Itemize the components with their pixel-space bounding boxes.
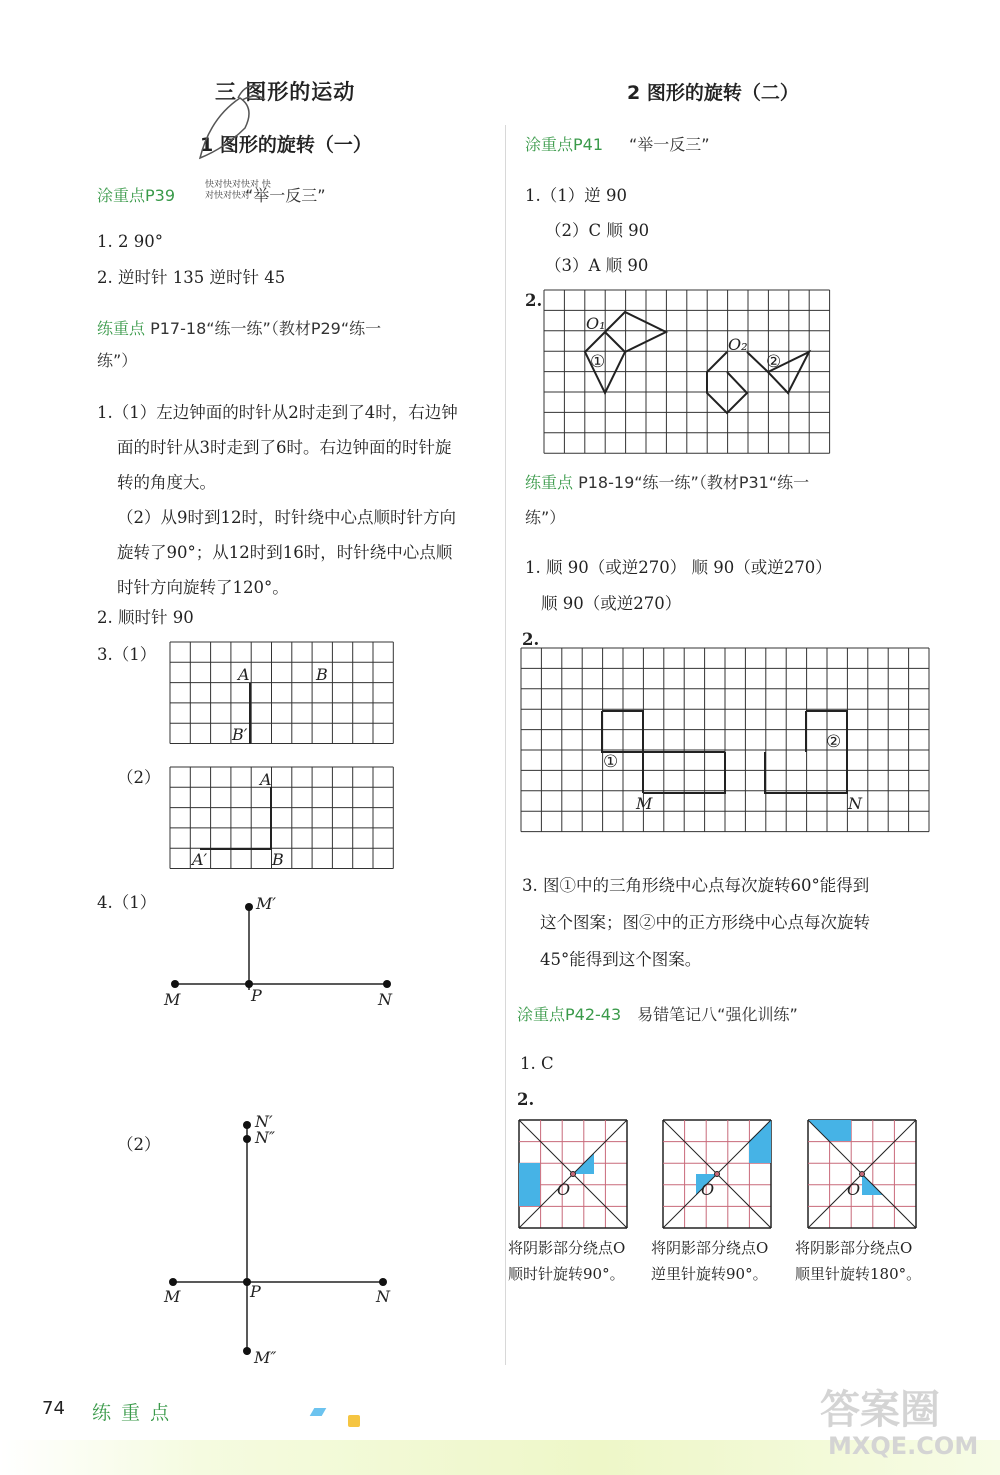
grid2-label-1: ①	[603, 752, 619, 772]
q3-g2-label-b: B	[272, 850, 284, 869]
right-s1-answer-3: （3）A 顺 90	[545, 256, 649, 275]
q1-line-3: 转的角度大。	[117, 473, 216, 492]
q3-g2-label-a: A	[260, 770, 272, 789]
q3-label: 3.（1）	[97, 645, 157, 664]
right-s2-q2: 2.	[522, 630, 540, 649]
q4-label-p: P	[251, 986, 262, 1005]
watermark-logo: 答案圈	[820, 1387, 940, 1433]
column-divider	[505, 125, 506, 1365]
left-s2-header-cont: 练”）	[97, 351, 138, 370]
q4-sub2-label: （2）	[117, 1135, 161, 1154]
sq1-label-o: O	[557, 1180, 571, 1199]
carrot-doodle	[190, 78, 270, 168]
q1-line-1: 1.（1）左边钟面的时针从2时走到了4时，右边钟	[97, 403, 458, 422]
q4-label-n-prime: N′	[255, 1112, 273, 1131]
q1-line-5: 旋转了90°；从12时到16时，时针绕中心点顺	[117, 543, 453, 562]
q3-g1-label-a: A	[238, 665, 250, 684]
rotation-grid-2	[521, 648, 929, 838]
right-s3-header: 涂重点P42-43 易错笔记八“强化训练”	[517, 1005, 798, 1024]
q4-label: 4.（1）	[97, 893, 157, 912]
grid2-label-m: M	[636, 794, 653, 813]
footer-blue-mark	[310, 1408, 327, 1416]
right-section-title: 2 图形的旋转（二）	[627, 82, 799, 104]
caption-3: 将阴影部分绕点O 顺里针旋转180°。	[795, 1239, 922, 1283]
left-s2-header: 练重点 P17-18“练一练”（教材P29“练一	[97, 319, 382, 338]
right-s2-header-cont: 练”）	[525, 508, 566, 527]
q2-answer: 2. 顺时针 90	[97, 608, 194, 627]
right-s1-answer-1: 1.（1）逆 90	[525, 186, 627, 205]
right-s2-answer-1: 1. 顺 90（或逆270） 顺 90（或逆270）	[525, 558, 832, 577]
q4-label-m-double-prime: M″	[254, 1348, 277, 1367]
q4-label-m: M	[164, 990, 181, 1009]
right-s2-q3-line-2: 这个图案；图②中的正方形绕中心点每次旋转	[540, 913, 870, 932]
q3-g1-label-b-prime: B′	[232, 725, 248, 744]
grid2-label-n: N	[848, 794, 862, 813]
q4-label-n-2: N	[376, 1287, 390, 1306]
q4-label-m-2: M	[164, 1287, 181, 1306]
square-figure-3	[808, 1120, 916, 1228]
q3-grid-1	[170, 642, 392, 744]
q4-label-n: N	[378, 990, 392, 1009]
q1-line-2: 面的时针从3时走到了6时。右边钟面的时针旋	[117, 438, 452, 457]
right-s3-q2: 2.	[517, 1090, 535, 1109]
caption-1: 将阴影部分绕点O 顺时针旋转90°。	[508, 1239, 626, 1283]
grid2-label-2: ②	[826, 732, 842, 752]
left-s1-answer-2: 2. 逆时针 135 逆时针 45	[97, 268, 286, 287]
q3-sub2-label: （2）	[117, 768, 161, 787]
footer-brand: 练 重 点	[92, 1402, 172, 1424]
q4-label-m-prime: M′	[256, 894, 277, 913]
caption-2: 将阴影部分绕点O 逆里针旋转90°。	[651, 1239, 769, 1283]
right-s1-q2: 2.	[525, 291, 543, 310]
q3-g2-label-a-prime: A′	[192, 850, 208, 869]
right-s3-answer-1: 1. C	[520, 1054, 554, 1073]
left-s1-header: 涂重点P39 “举一反三”	[97, 186, 326, 205]
q1-line-6: 时针方向旋转了120°。	[117, 578, 289, 597]
handwriting: 快对快对快对 快对快对快对	[205, 180, 271, 201]
left-section-title: 1 图形的旋转（一）	[200, 134, 372, 156]
right-s1-answer-2: （2）C 顺 90	[545, 221, 650, 240]
square-figure-1	[519, 1120, 627, 1228]
left-s1-answer-1: 1. 2 90°	[97, 232, 163, 251]
right-s2-answer-1b: 顺 90（或逆270）	[541, 594, 682, 613]
q4-label-n-double-prime: N″	[255, 1128, 275, 1147]
page-number: 74	[42, 1398, 65, 1419]
sq2-label-o: O	[701, 1180, 715, 1199]
footer-yellow-mark	[348, 1415, 360, 1427]
sq3-label-o: O	[847, 1180, 861, 1199]
right-s2-q3-line-3: 45°能得到这个图案。	[540, 950, 702, 969]
right-s2-header: 练重点 P18-19“练一练”（教材P31“练一	[525, 473, 810, 492]
watermark-url: MXQE.COM	[828, 1432, 979, 1460]
q4-figures	[165, 895, 405, 1365]
chapter-title: 三 图形的运动	[215, 80, 356, 104]
grid1-label-o1: O₁	[586, 314, 606, 333]
grid1-label-2: ②	[766, 352, 782, 372]
right-s2-q3-line-1: 3. 图①中的三角形绕中心点每次旋转60°能得到	[522, 876, 870, 895]
right-s1-header: 涂重点P41 “举一反三”	[525, 135, 710, 154]
q4-label-p-2: P	[250, 1282, 261, 1301]
grid1-label-o2: O₂	[728, 335, 748, 354]
q3-g1-label-b: B	[316, 665, 328, 684]
grid1-label-1: ①	[590, 352, 606, 372]
q1-line-4: （2）从9时到12时，时针绕中心点顺时针方向	[117, 508, 456, 527]
square-figure-2	[663, 1120, 771, 1228]
